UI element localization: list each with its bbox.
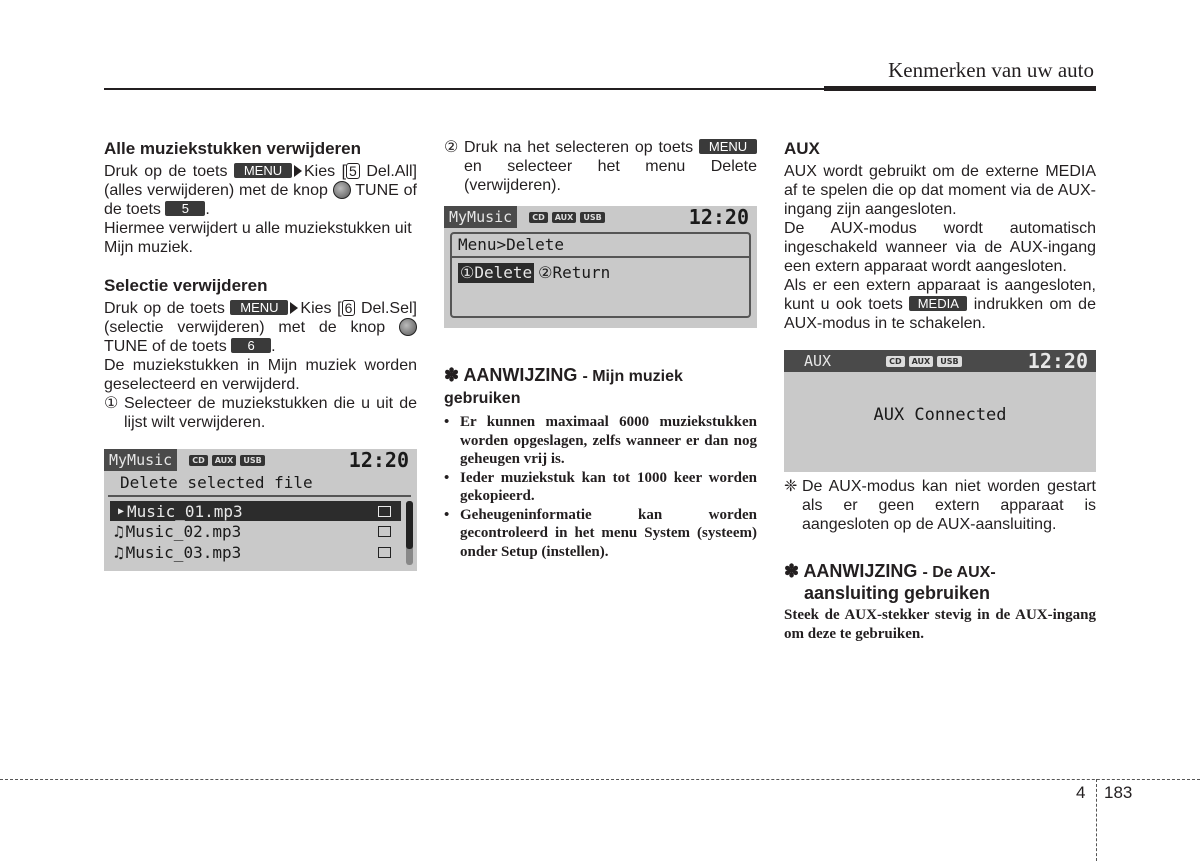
text: Del.Sel] (selectie verwijderen) met de knop <box>104 300 417 336</box>
text: TUNE of de toets <box>104 182 417 218</box>
column-middle <box>444 138 757 561</box>
badge-aux: AUX <box>212 455 237 466</box>
section-title-delete-selection: Selectie verwijderen <box>104 276 268 295</box>
note-title: AANWIJZING <box>803 561 918 581</box>
text: Kies [ <box>300 300 342 317</box>
text: . <box>205 201 210 218</box>
key-5: 5 <box>165 201 205 216</box>
step-marker: ① <box>104 395 119 412</box>
note-subtitle: aansluiting gebruiken <box>804 583 991 603</box>
note-subtitle: - Mijn muziek gebruiken <box>444 368 683 407</box>
screen-clock: 12:20 <box>348 449 409 472</box>
paragraph-delete-selection <box>104 299 417 356</box>
note-title: AANWIJZING <box>463 365 578 385</box>
paragraph-aux-intro: AUX wordt gebruikt om de externe MEDIA af te spelen die op dat moment via de AUX-ingang zijn aangesloten. <box>784 163 1096 218</box>
number-5-icon: 5 <box>346 163 360 179</box>
step-1 <box>104 394 417 432</box>
screen-app-name: AUX <box>784 350 836 372</box>
badge-cd: CD <box>529 212 548 223</box>
note-text: Steek de AUX-stekker stevig in de AUX-ingang om deze te gebruiken. <box>784 607 1096 642</box>
section-title-aux: AUX <box>784 139 820 158</box>
checkbox-icon[interactable] <box>378 526 391 537</box>
badge-usb: USB <box>240 455 264 466</box>
paragraph-delete-all-result: Hiermee verwijdert u alle muziekstukken uit Mijn muziek. <box>104 220 412 256</box>
menu-path: Menu>Delete <box>452 234 749 258</box>
bullet-dot: • <box>444 414 450 430</box>
badge-aux: AUX <box>909 356 934 367</box>
arrow-right-icon <box>290 302 298 314</box>
text: . <box>271 338 276 355</box>
paragraph-aux-media <box>784 276 1096 333</box>
menu-key: MENU <box>699 139 757 154</box>
source-badges <box>886 356 961 367</box>
screen-topbar <box>444 206 757 228</box>
bullet-dot: • <box>444 506 450 523</box>
step-marker: ② <box>444 139 459 156</box>
music-note-icon: ♫ <box>114 543 124 562</box>
tune-knob-icon <box>399 318 417 336</box>
file-list <box>104 501 417 563</box>
file-row[interactable] <box>110 542 401 563</box>
screen-clock: 12:20 <box>688 206 749 229</box>
page-number: 183 <box>1104 783 1133 802</box>
bullet-item <box>444 413 757 469</box>
file-row[interactable] <box>110 521 401 542</box>
screen-aux <box>784 350 1096 472</box>
text: Druk op de toets <box>104 163 228 180</box>
screen-subtitle: Delete selected file <box>108 471 411 497</box>
bullet-dot: • <box>444 469 450 486</box>
scrollbar[interactable] <box>406 501 413 565</box>
column-right <box>784 138 1096 643</box>
paragraph-delete-selection-result: De muziekstukken in Mijn muziek worden geselecteerd en verwijderd. <box>104 357 417 393</box>
footnote-text: De AUX-modus kan niet worden gestart als er geen extern apparaat is aangesloten op de AUX-aansluiting. <box>802 478 1096 533</box>
step-2 <box>444 138 757 195</box>
header-rule-accent <box>824 86 1096 91</box>
note-mark-icon: ✽ <box>444 365 460 385</box>
tune-knob-icon <box>333 181 351 199</box>
menu-key: MENU <box>234 163 292 178</box>
menu-option-return[interactable]: ②Return <box>538 263 611 282</box>
note-heading-line2 <box>784 583 1096 604</box>
bullet-text: Er kunnen maximaal 6000 muziekstukken worden opgeslagen, zelfs wanneer er dan nog geheugen vrij is. <box>460 414 757 467</box>
section-title-delete-all: Alle muziekstukken verwijderen <box>104 139 361 158</box>
menu-panel <box>450 232 751 318</box>
number-6-icon: 6 <box>342 300 356 316</box>
music-note-icon: ♫ <box>114 522 124 541</box>
badge-cd: CD <box>189 455 208 466</box>
paragraph-delete-all <box>104 162 417 219</box>
screen-menu-delete <box>444 206 757 328</box>
checkbox-icon[interactable] <box>378 547 391 558</box>
aux-message: AUX Connected <box>873 405 1007 425</box>
file-name: Music_03.mp3 <box>125 543 242 562</box>
bullet-item <box>444 469 757 506</box>
note-subtitle: - De AUX- <box>922 564 996 581</box>
badge-aux: AUX <box>552 212 577 223</box>
footer-rule <box>0 779 1200 780</box>
text: Druk op de toets <box>104 300 225 317</box>
screen-app-name: MyMusic <box>104 449 177 471</box>
arrow-right-icon <box>294 165 302 177</box>
text: indrukken om de AUX-modus in te schakelen. <box>784 296 1096 332</box>
file-row-selected[interactable] <box>110 501 401 521</box>
screen-topbar <box>104 449 417 471</box>
footnote <box>784 477 1096 534</box>
note-heading <box>444 365 757 409</box>
key-6: 6 <box>231 338 271 353</box>
text: TUNE of de toets <box>104 338 227 355</box>
chapter-number: 4 <box>1076 783 1086 802</box>
screen-clock: 12:20 <box>1027 350 1088 373</box>
menu-options <box>452 263 749 283</box>
scrollbar-thumb[interactable] <box>406 501 413 549</box>
bullet-text: Ieder muziekstuk kan tot 1000 keer worden gekopieerd. <box>460 469 757 504</box>
footer-divider <box>1096 779 1097 861</box>
text: Druk na het selecteren op toets <box>464 139 694 156</box>
file-name: Music_02.mp3 <box>125 522 242 541</box>
source-badges <box>189 455 264 466</box>
screen-topbar <box>784 350 1096 372</box>
badge-cd: CD <box>886 356 905 367</box>
badge-usb: USB <box>937 356 961 367</box>
text: Kies [ <box>303 163 347 180</box>
checkbox-icon[interactable] <box>378 506 391 517</box>
source-badges <box>529 212 604 223</box>
menu-key: MENU <box>230 300 288 315</box>
step-text: Selecteer de muziekstukken die u uit de lijst wilt verwijderen. <box>124 395 417 431</box>
screen-app-name: MyMusic <box>444 206 517 228</box>
page-header-title: Kenmerken van uw auto <box>888 58 1094 82</box>
note-mark-icon: ✽ <box>784 561 800 581</box>
text: Als er een extern apparaat is aangesloten, kunt u ook toets <box>784 277 1096 313</box>
bullet-text: Geheugeninformatie kan worden gecontroleerd in het menu System (systeem) onder Setup (instellen). <box>460 506 757 560</box>
footnote-mark-icon: ❈ <box>784 478 798 495</box>
play-icon: ▶ <box>118 505 125 517</box>
badge-usb: USB <box>580 212 604 223</box>
text: Del.All] (alles verwijderen) met de knop <box>104 163 417 199</box>
paragraph-aux-auto: De AUX-modus wordt automatisch ingeschakeld wanneer via de AUX-ingang een extern apparaat wordt aangesloten. <box>784 220 1096 275</box>
step-text <box>464 138 757 195</box>
text: en selecteer het menu Delete (verwijderen). <box>464 158 757 194</box>
screen-delete-selected <box>104 449 417 571</box>
media-key: MEDIA <box>909 296 967 311</box>
bullet-item <box>444 506 757 562</box>
note-bullets <box>444 413 757 561</box>
note-heading <box>784 561 1096 583</box>
menu-option-delete[interactable]: ①Delete <box>460 263 533 282</box>
file-name: Music_01.mp3 <box>127 501 243 521</box>
column-left <box>104 138 417 571</box>
